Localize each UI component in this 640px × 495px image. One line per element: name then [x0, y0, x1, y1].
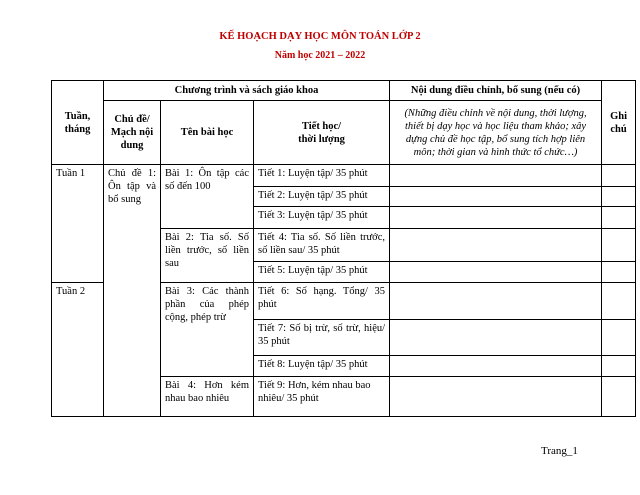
header-topic: Chủ đề/ Mạch nội dung — [104, 101, 161, 165]
week-cell: Tuần 1 — [52, 165, 104, 283]
topic-cell: Chủ đề 1: Ôn tập và bổ sung — [104, 165, 161, 417]
adjustment-cell — [390, 207, 602, 229]
adjustment-cell — [390, 262, 602, 283]
period-cell: Tiết 5: Luyện tập/ 35 phút — [254, 262, 390, 283]
note-cell — [602, 377, 636, 417]
note-cell — [602, 165, 636, 187]
header-adjustment: Nội dung điều chỉnh, bổ sung (nếu có) — [390, 81, 602, 101]
adjustment-cell — [390, 356, 602, 377]
lesson-cell: Bài 2: Tia số. Số liền trước, số liền sau — [161, 229, 254, 283]
period-cell: Tiết 6: Số hạng. Tổng/ 35 phút — [254, 283, 390, 320]
header-program-group: Chương trình và sách giáo khoa — [104, 81, 390, 101]
adjustment-cell — [390, 283, 602, 320]
adjustment-cell — [390, 377, 602, 417]
note-cell — [602, 356, 636, 377]
header-lesson: Tên bài học — [161, 101, 254, 165]
note-cell — [602, 320, 636, 356]
period-cell: Tiết 4: Tia số. Số liền trước, số liền sau/ 35 phút — [254, 229, 390, 262]
teaching-plan-table — [51, 80, 636, 417]
school-year: Năm học 2021 – 2022 — [274, 50, 366, 61]
period-cell: Tiết 7: Số bị trừ, số trừ, hiệu/ 35 phút — [254, 320, 390, 356]
lesson-cell: Bài 1: Ôn tập các số đến 100 — [161, 165, 254, 229]
week-cell: Tuần 2 — [52, 283, 104, 417]
adjustment-cell — [390, 187, 602, 207]
lesson-cell: Bài 4: Hơn kém nhau bao nhiêu — [161, 377, 254, 417]
note-cell — [602, 229, 636, 262]
adjustment-cell — [390, 229, 602, 262]
period-cell: Tiết 1: Luyện tập/ 35 phút — [254, 165, 390, 187]
page-number: Trang_1 — [541, 445, 578, 457]
header-adjustment-note: (Những điều chỉnh về nội dung, thời lượng, thiết bị dạy học và học liệu tham khảo; xây dựng chủ đề học tập, bổ sung tích hợp liên môn; thời gian và hình thức tổ chức…) — [390, 101, 602, 165]
period-cell: Tiết 8: Luyện tập/ 35 phút — [254, 356, 390, 377]
note-cell — [602, 262, 636, 283]
header-period: Tiết học/ thời lượng — [254, 101, 390, 165]
header-week: Tuần, tháng — [52, 81, 104, 165]
lesson-cell: Bài 3: Các thành phần của phép cộng, phép trừ — [161, 283, 254, 377]
header-note: Ghi chú — [602, 81, 636, 165]
period-cell: Tiết 3: Luyện tập/ 35 phút — [254, 207, 390, 229]
adjustment-cell — [390, 320, 602, 356]
period-cell: Tiết 9: Hơn, kém nhau bao nhiêu/ 35 phút — [254, 377, 390, 417]
note-cell — [602, 187, 636, 207]
note-cell — [602, 283, 636, 320]
period-cell: Tiết 2: Luyện tập/ 35 phút — [254, 187, 390, 207]
document-title: KẾ HOẠCH DẠY HỌC MÔN TOÁN LỚP 2 — [219, 31, 421, 42]
note-cell — [602, 207, 636, 229]
adjustment-cell — [390, 165, 602, 187]
